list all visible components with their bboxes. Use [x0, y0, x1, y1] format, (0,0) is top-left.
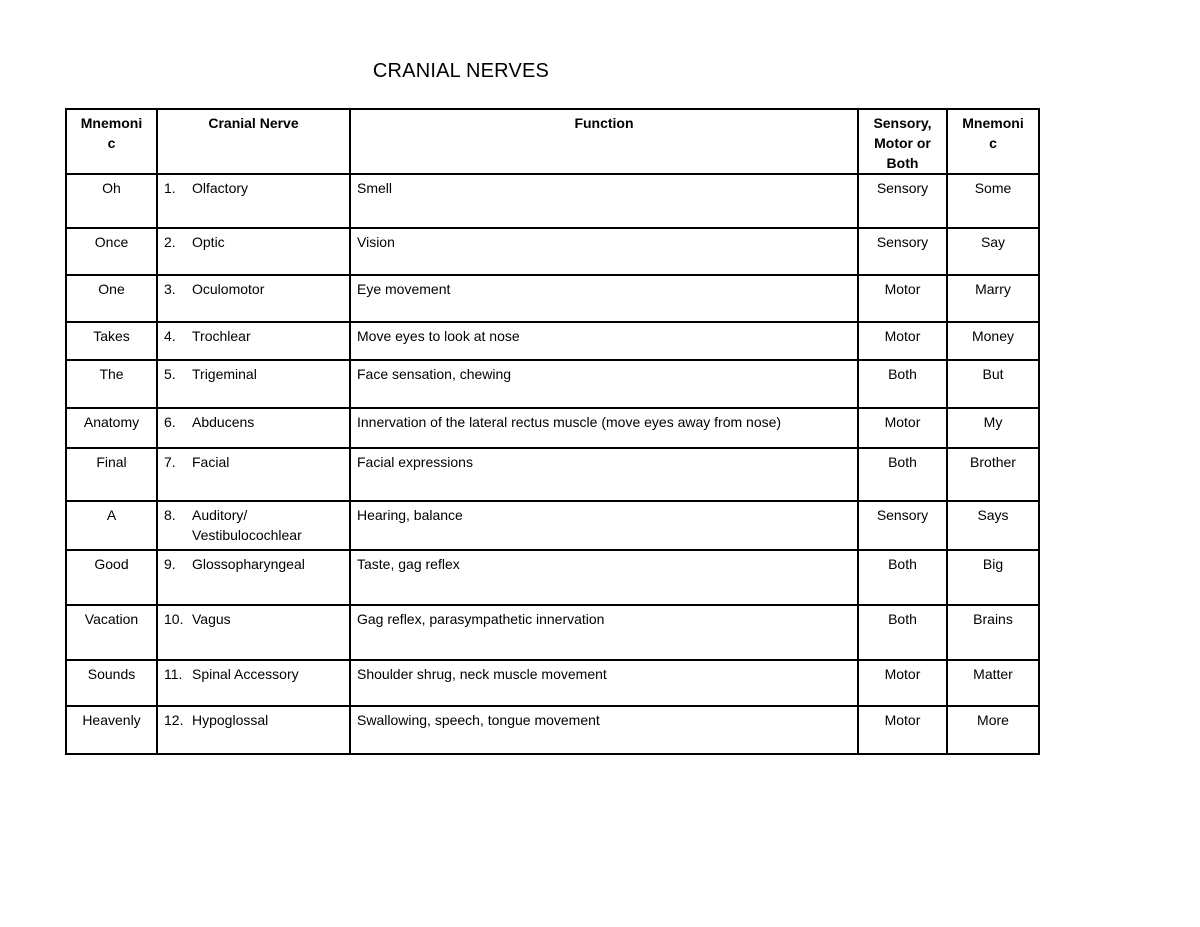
mnemonic-left-cell: The: [66, 360, 157, 408]
header-type: Sensory, Motor or Both: [858, 109, 947, 174]
header-mnemonic-left: Mnemoni c: [66, 109, 157, 174]
cranial-nerve-cell: [157, 605, 350, 660]
mnemonic-right-cell: Say: [947, 228, 1039, 275]
type-cell: Motor: [858, 322, 947, 360]
nerve-number: 4.: [164, 328, 176, 344]
table-row: [66, 408, 1039, 448]
function-cell: Gag reflex, parasympathetic innervation: [350, 605, 858, 660]
type-cell: Both: [858, 605, 947, 660]
cranial-nerve-cell: [157, 550, 350, 605]
table-row: [66, 706, 1039, 754]
mnemonic-left-cell: Oh: [66, 174, 157, 228]
cranial-nerves-table: [65, 108, 1040, 755]
mnemonic-right-cell: Matter: [947, 660, 1039, 706]
type-cell: Sensory: [858, 174, 947, 228]
type-cell: Motor: [858, 660, 947, 706]
nerve-name: Glossopharyngeal: [192, 556, 305, 572]
function-cell: Hearing, balance: [350, 501, 858, 550]
cranial-nerve-cell: [157, 322, 350, 360]
mnemonic-left-cell: Good: [66, 550, 157, 605]
nerve-number: 8.: [164, 507, 176, 523]
type-cell: Motor: [858, 408, 947, 448]
function-cell: Smell: [350, 174, 858, 228]
mnemonic-right-cell: Big: [947, 550, 1039, 605]
mnemonic-left-cell: Vacation: [66, 605, 157, 660]
function-cell: Face sensation, chewing: [350, 360, 858, 408]
cranial-nerve-cell: [157, 360, 350, 408]
nerve-number: 9.: [164, 556, 176, 572]
table-row: [66, 322, 1039, 360]
function-cell: Facial expressions: [350, 448, 858, 501]
cranial-nerve-cell: [157, 501, 350, 550]
nerve-number: 12.: [164, 712, 184, 728]
nerve-number: 10.: [164, 611, 184, 627]
mnemonic-right-cell: Brother: [947, 448, 1039, 501]
mnemonic-right-cell: Some: [947, 174, 1039, 228]
table-header-row: [66, 109, 1039, 174]
nerve-number: 3.: [164, 281, 176, 297]
type-cell: Sensory: [858, 501, 947, 550]
function-cell: Vision: [350, 228, 858, 275]
nerve-name: Spinal Accessory: [192, 666, 299, 682]
mnemonic-right-cell: Marry: [947, 275, 1039, 322]
nerve-number: 11.: [164, 666, 183, 682]
nerve-name: Hypoglossal: [192, 712, 269, 728]
table-row: [66, 501, 1039, 550]
cranial-nerve-cell: [157, 228, 350, 275]
function-cell: Eye movement: [350, 275, 858, 322]
nerve-name: Oculomotor: [192, 281, 265, 297]
nerve-name: Trochlear: [192, 328, 251, 344]
nerve-name: Facial: [192, 454, 230, 470]
mnemonic-right-cell: But: [947, 360, 1039, 408]
cranial-nerve-cell: [157, 408, 350, 448]
table-row: [66, 550, 1039, 605]
type-cell: Motor: [858, 275, 947, 322]
table-row: [66, 660, 1039, 706]
nerve-name: Optic: [192, 234, 225, 250]
table-row: [66, 605, 1039, 660]
mnemonic-left-cell: Anatomy: [66, 408, 157, 448]
function-cell: Taste, gag reflex: [350, 550, 858, 605]
header-function: Function: [350, 109, 858, 174]
mnemonic-left-cell: Final: [66, 448, 157, 501]
function-cell: Shoulder shrug, neck muscle movement: [350, 660, 858, 706]
nerve-number: 7.: [164, 454, 176, 470]
header-mnemonic-right: Mnemoni c: [947, 109, 1039, 174]
mnemonic-left-cell: Once: [66, 228, 157, 275]
nerve-number: 1.: [164, 180, 176, 196]
nerve-number: 2.: [164, 234, 176, 250]
type-cell: Both: [858, 448, 947, 501]
table-row: [66, 174, 1039, 228]
mnemonic-left-cell: A: [66, 501, 157, 550]
nerve-number: 5.: [164, 366, 176, 382]
table-row: [66, 360, 1039, 408]
type-cell: Both: [858, 360, 947, 408]
type-cell: Sensory: [858, 228, 947, 275]
mnemonic-left-cell: Heavenly: [66, 706, 157, 754]
type-cell: Motor: [858, 706, 947, 754]
cranial-nerve-cell: [157, 174, 350, 228]
mnemonic-left-cell: Takes: [66, 322, 157, 360]
function-cell: Move eyes to look at nose: [350, 322, 858, 360]
nerve-name: Olfactory: [192, 180, 249, 196]
nerve-number: 6.: [164, 414, 176, 430]
nerve-name: Abducens: [192, 414, 255, 430]
cranial-nerve-cell: [157, 448, 350, 501]
mnemonic-right-cell: Money: [947, 322, 1039, 360]
table-row: [66, 228, 1039, 275]
cranial-nerve-cell: [157, 275, 350, 322]
function-cell: Swallowing, speech, tongue movement: [350, 706, 858, 754]
page-title: CRANIAL NERVES: [372, 60, 550, 82]
mnemonic-left-cell: Sounds: [66, 660, 157, 706]
nerve-name: Trigeminal: [192, 366, 257, 382]
type-cell: Both: [858, 550, 947, 605]
cranial-nerve-cell: [157, 660, 350, 706]
header-cranial-nerve: Cranial Nerve: [157, 109, 350, 174]
nerve-name: Vagus: [192, 611, 231, 627]
mnemonic-right-cell: My: [947, 408, 1039, 448]
table-row: [66, 275, 1039, 322]
table-row: [66, 448, 1039, 501]
mnemonic-right-cell: Brains: [947, 605, 1039, 660]
mnemonic-right-cell: Says: [947, 501, 1039, 550]
nerve-name: Auditory/ Vestibulocochlear: [192, 507, 302, 543]
mnemonic-left-cell: One: [66, 275, 157, 322]
cranial-nerve-cell: [157, 706, 350, 754]
function-cell: Innervation of the lateral rectus muscle (move eyes away from nose): [350, 408, 858, 448]
mnemonic-right-cell: More: [947, 706, 1039, 754]
